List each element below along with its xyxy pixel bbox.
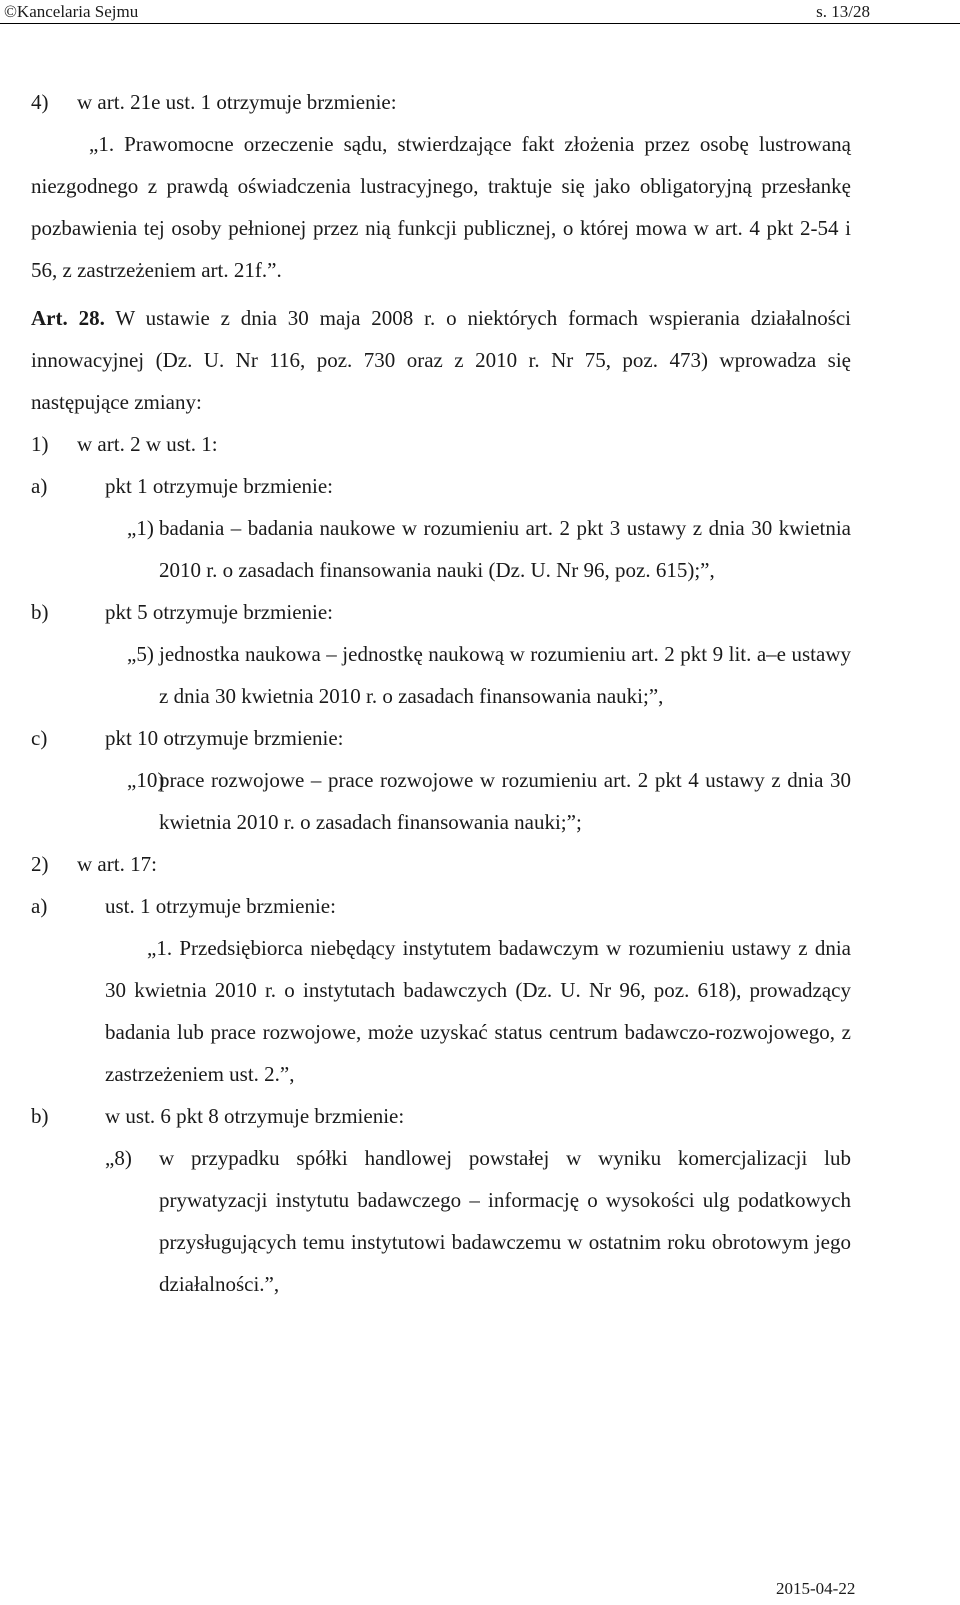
sub-item-text: ust. 1 otrzymuje brzmienie: [105,894,336,918]
quoted-point [105,1137,851,1305]
quoted-point-text: jednostka naukowa – jednostkę naukową w rozumieniu art. 2 pkt 9 lit. a–e ustawy z dnia 30 kwietnia 2010 r. o zasadach finansowania nauki;”, [159,642,851,708]
sub-item-letter: c) [31,726,48,750]
list-item [31,843,851,885]
sub-item-letter: b) [31,600,49,624]
article-label: Art. 28. [31,306,105,330]
sub-item-text: pkt 10 otrzymuje brzmienie: [105,726,344,750]
quoted-point-text: badania – badania naukowe w rozumieniu art. 2 pkt 3 ustawy z dnia 30 kwietnia 2010 r. o zasadach finansowania nauki (Dz. U. Nr 96, poz. 615);”, [159,516,851,582]
sub-item-text: pkt 1 otrzymuje brzmienie: [105,474,334,498]
list-item [31,423,851,465]
item-text: w art. 17: [77,852,157,876]
sub-item [31,465,851,507]
quoted-paragraph: „1. Przedsiębiorca niebędący instytutem badawczym w rozumieniu ustawy z dnia 30 kwietnia 2010 r. o instytutach badawczych (Dz. U. Nr 96, poz. 618), prowadzący badania lub prace rozwojowe, może uzyskać status centrum badawczo-rozwojowego, z zastrzeżeniem ust. 2.”, [105,936,851,1086]
item-text: w art. 21e ust. 1 otrzymuje brzmienie: [77,90,397,114]
sub-item-letter: a) [31,474,48,498]
quoted-point [127,507,851,591]
list-item [31,81,851,123]
sub-item [31,591,851,633]
item-text: w art. 2 w ust. 1: [77,432,218,456]
quoted-point [127,759,851,843]
sub-item-letter: a) [31,894,48,918]
quoted-point-text: prace rozwojowe – prace rozwojowe w rozumieniu art. 2 pkt 4 ustawy z dnia 30 kwietnia 2010 r. o zasadach finansowania nauki;”; [159,768,851,834]
item-number: 2) [31,852,49,876]
sub-item-letter: b) [31,1104,49,1128]
document-body [31,81,851,1305]
sub-item-text: pkt 5 otrzymuje brzmienie: [105,600,334,624]
quoted-point-text: w przypadku spółki handlowej powstałej w wyniku komercjalizacji lub prywatyzacji instytutu badawczego – informację o wysokości ulg podatkowych przysługujących temu instytutowi badawczemu w ostatnim roku obrotowym jego działalności.”, [159,1146,851,1296]
footer-date: 2015-04-22 [776,1579,856,1598]
item-number: 4) [31,90,49,114]
header-publisher: ©Kancelaria Sejmu [4,2,139,21]
sub-item [31,885,851,927]
quoted-point-number: „10) [127,768,165,792]
header-page-number: s. 13/28 [816,2,870,21]
quoted-point-number: „8) [105,1146,132,1170]
quoted-point-number: „1) [127,516,154,540]
header-rule [0,23,960,24]
sub-item [31,717,851,759]
item-number: 1) [31,432,49,456]
article-text: W ustawie z dnia 30 maja 2008 r. o niektórych formach wspierania działalności innowacyjnej (Dz. U. Nr 116, poz. 730 oraz z 2010 r. Nr 75, poz. 473) wprowadza się następujące zmiany: [31,306,852,414]
quoted-point [127,633,851,717]
sub-item [31,1095,851,1137]
quoted-point-number: „5) [127,642,154,666]
quoted-paragraph: „1. Prawomocne orzeczenie sądu, stwierdzające fakt złożenia przez osobę lustrowaną niezgodnego z prawdą oświadczenia lustracyjnego, traktuje się jako obligatoryjną przesłankę pozbawienia tej osoby pełnionej przez nią funkcji publicznej, o której mowa w art. 4 pkt 2-54 i 56, z zastrzeżeniem art. 21f.”. [31,132,851,282]
article-paragraph [31,297,851,423]
page-header [0,0,960,24]
sub-item-text: w ust. 6 pkt 8 otrzymuje brzmienie: [105,1104,405,1128]
